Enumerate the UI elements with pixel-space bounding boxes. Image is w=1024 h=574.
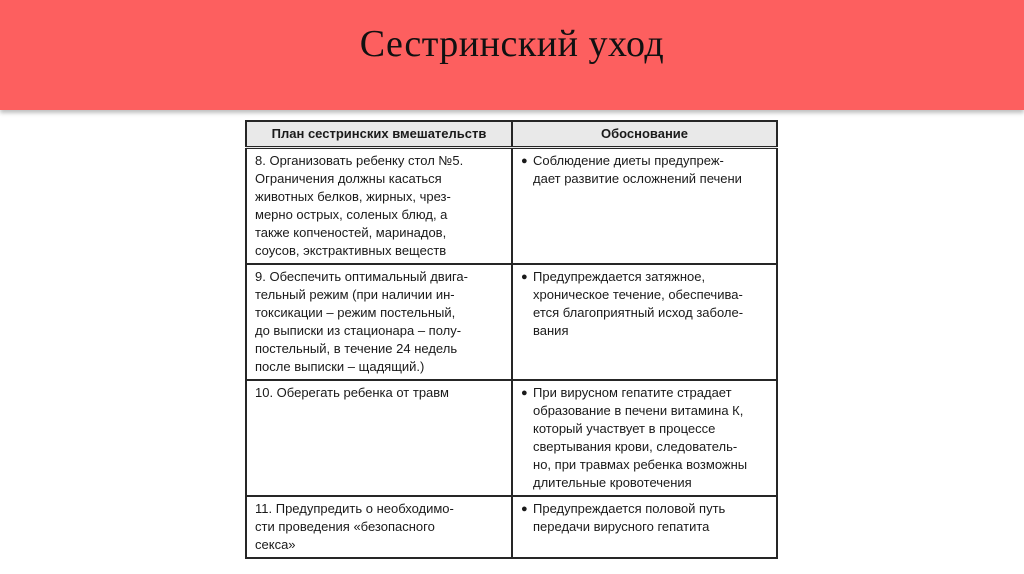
- plan-cell: 10. Оберегать ребенка от травм: [246, 380, 512, 496]
- reason-cell: ● Предупреждается затяжное, хроническое течение, обеспечива- ется благоприятный исход заболе- вания: [512, 264, 777, 380]
- bullet-icon: ●: [521, 271, 528, 283]
- reason-cell: ● Соблюдение диеты предупреж- дает развитие осложнений печени: [512, 148, 777, 265]
- reason-cell: ● При вирусном гепатите страдает образование в печени витамина К, который участвует в процессе свертывания крови, следователь- но, при травмах ребенка возможны длительные кровотечения: [512, 380, 777, 496]
- plan-cell: 8. Организовать ребенку стол №5. Ограничения должны касаться животных белков, жирных, чрез- мерно острых, соленых блюд, а также копченостей, маринадов, соусов, экстрактивных веществ: [246, 148, 512, 265]
- table-row: [246, 380, 777, 496]
- table-header-row: [246, 121, 777, 148]
- column-header-reason: Обоснование: [512, 121, 777, 148]
- table-row: [246, 496, 777, 558]
- slide-title: Сестринский уход: [359, 23, 665, 65]
- table-row: [246, 148, 777, 265]
- plan-cell: 9. Обеспечить оптимальный двига- тельный режим (при наличии ин- токсикации – режим постельный, до выписки из стационара – полу- постельный, в течение 24 недель после выписки – щадящий.): [246, 264, 512, 380]
- table-row: [246, 264, 777, 380]
- bullet-icon: ●: [521, 155, 528, 167]
- nursing-care-table: [245, 120, 778, 559]
- reason-cell: ● Предупреждается половой путь передачи вирусного гепатита: [512, 496, 777, 558]
- bullet-icon: ●: [521, 503, 528, 515]
- plan-cell: 11. Предупредить о необходимо- сти проведения «безопасного секса»: [246, 496, 512, 558]
- column-header-plan: План сестринских вмешательств: [246, 121, 512, 148]
- bullet-icon: ●: [521, 387, 528, 399]
